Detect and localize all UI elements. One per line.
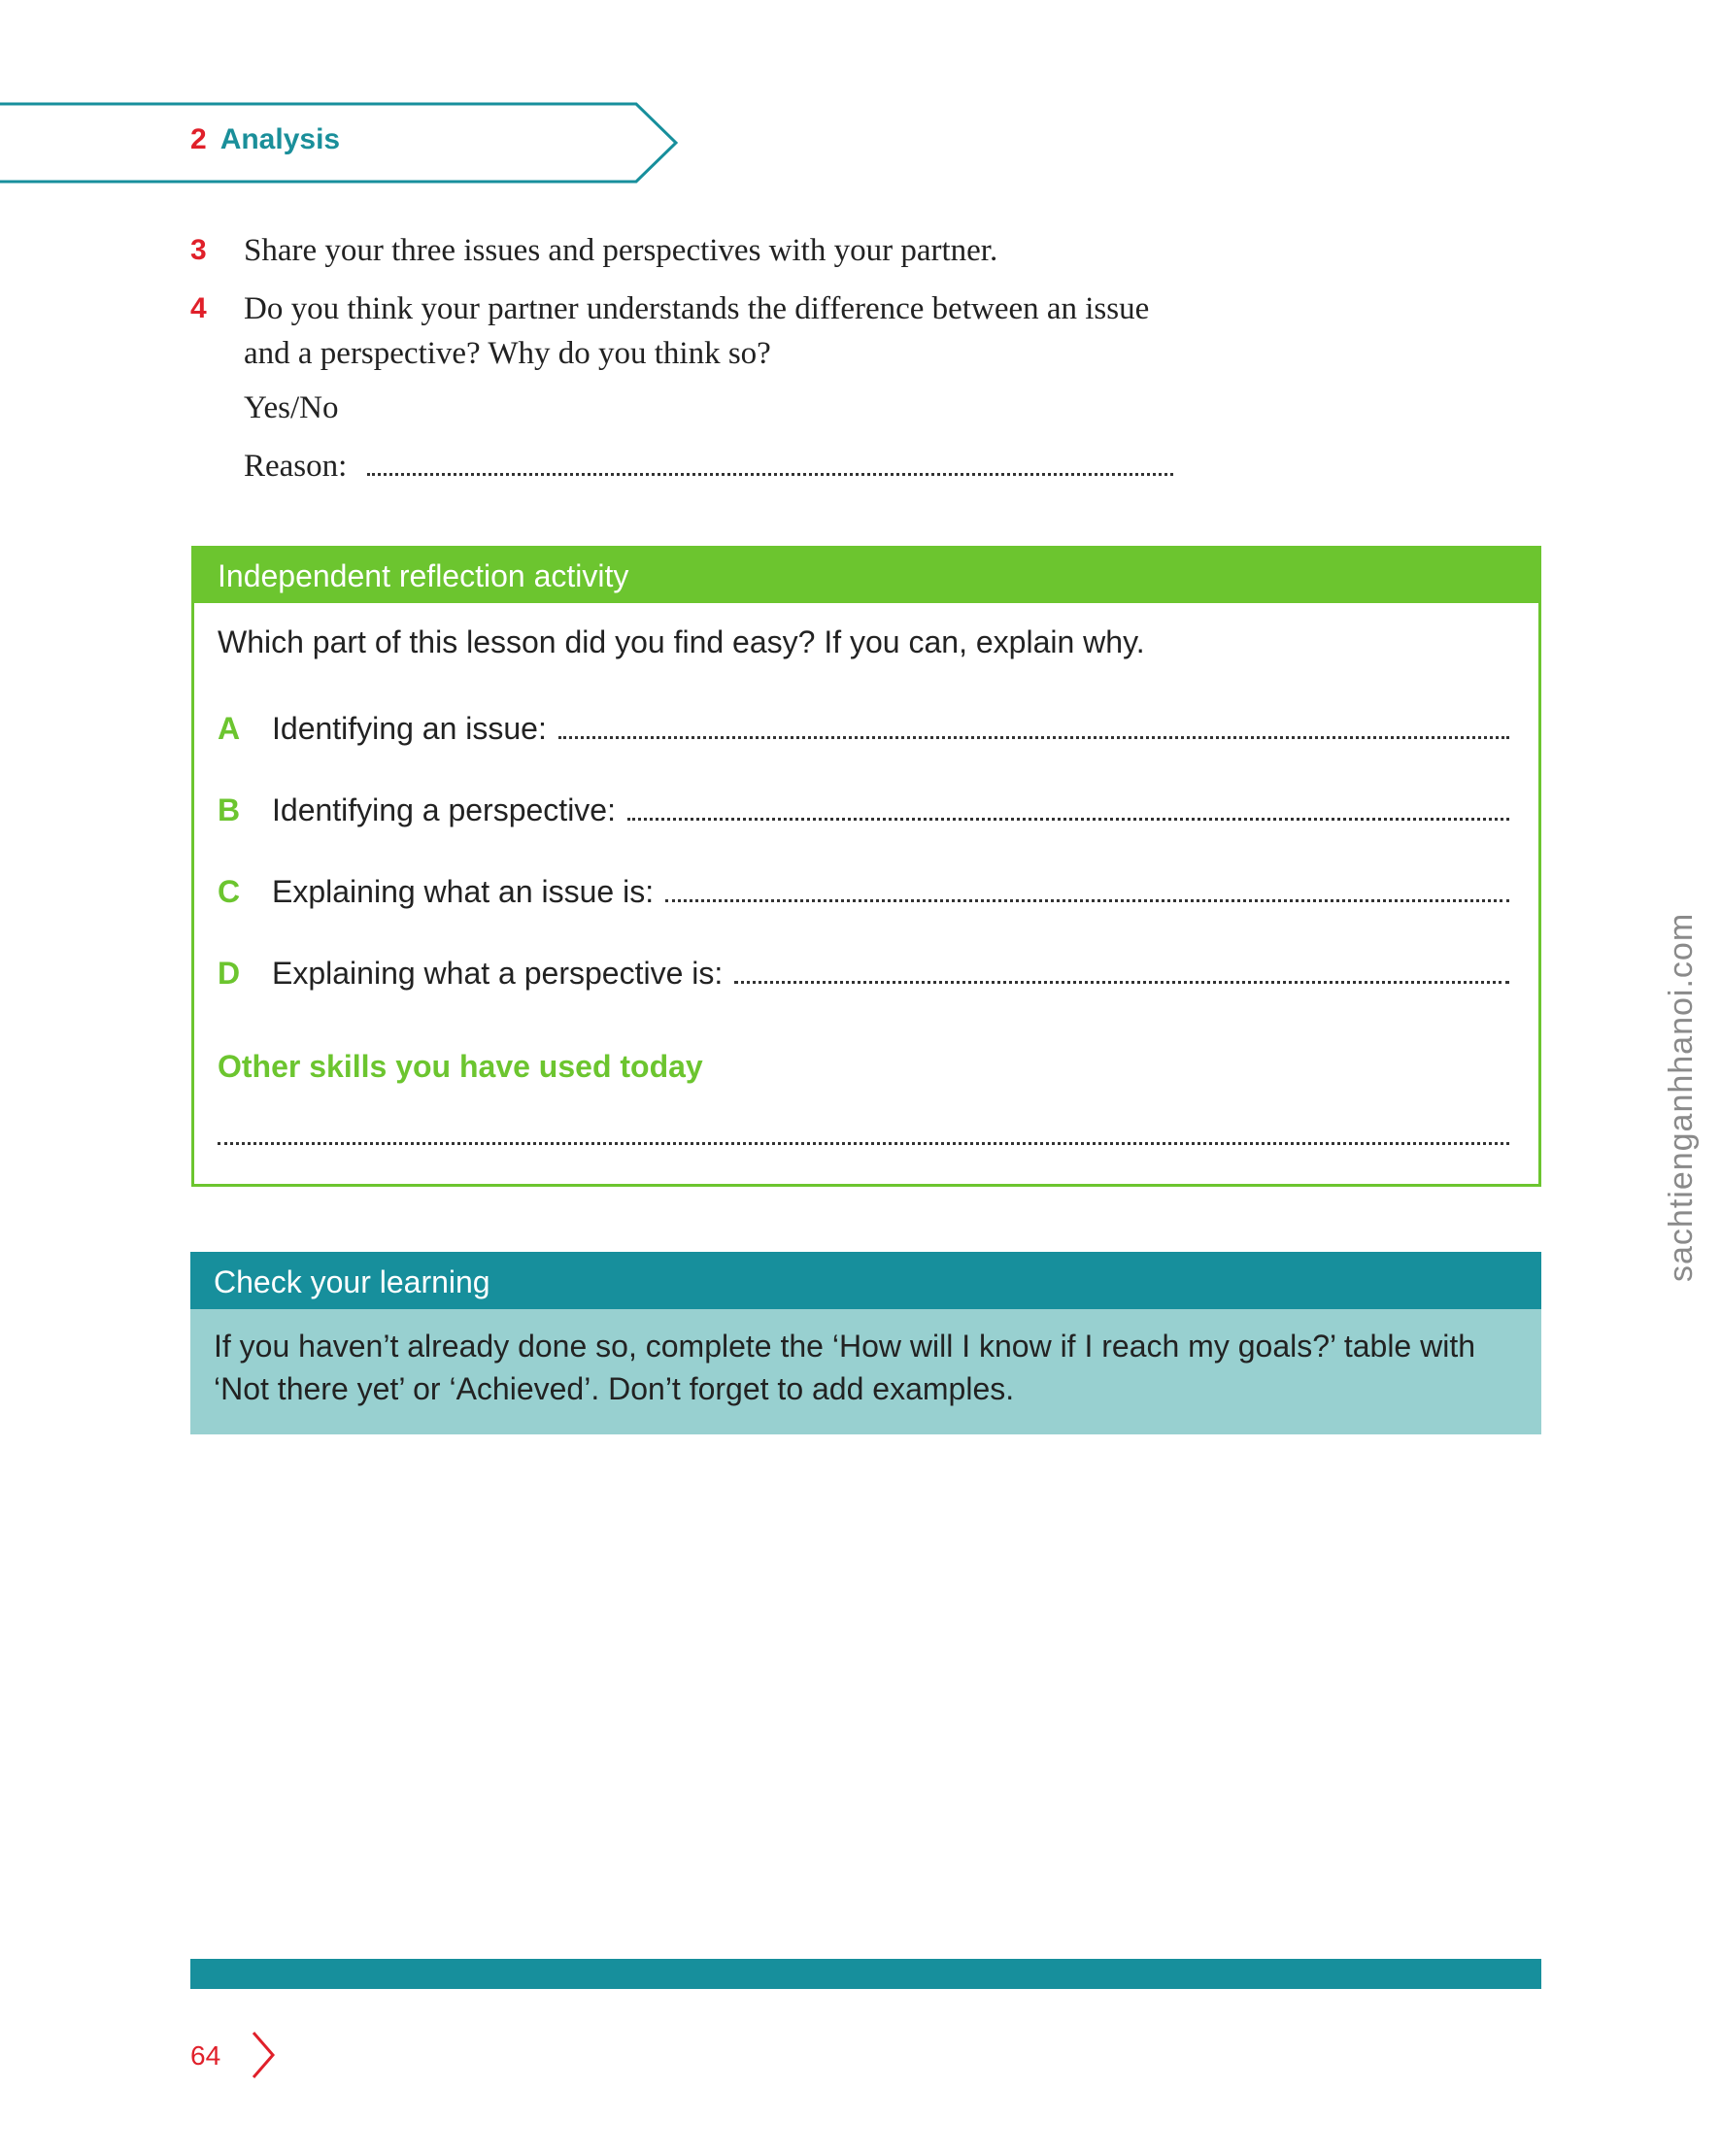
question-number: 4 [190, 292, 207, 324]
reflection-title: Independent reflection activity [194, 549, 1538, 603]
item-label: Identifying an issue: [272, 711, 547, 746]
footer-bar [190, 1959, 1541, 1989]
item-letter: D [218, 956, 241, 991]
item-fill-line[interactable] [734, 981, 1509, 984]
reason-label: Reason: [244, 449, 348, 484]
reflection-box [191, 546, 1541, 1187]
item-label: Identifying a perspective: [272, 792, 616, 827]
other-skills-heading: Other skills you have used today [218, 1049, 703, 1084]
reflection-prompt: Which part of this lesson did you find easy? If you can, explain why. [218, 624, 1145, 659]
page-number: 64 [190, 2040, 221, 2071]
reason-fill-line[interactable] [367, 473, 1173, 476]
item-label: Explaining what an issue is: [272, 874, 655, 909]
item-label: Explaining what a perspective is: [272, 956, 724, 991]
yes-no-answer: Yes/No [244, 390, 339, 425]
chapter-heading [190, 123, 340, 156]
item-fill-line[interactable] [627, 818, 1509, 821]
question-text: Do you think your partner understands the difference between an issue and a perspective? Why do you think so? [244, 291, 1150, 371]
question-text: Share your three issues and perspectives with your partner. [244, 233, 998, 268]
reflection-item-b[interactable] [218, 786, 1509, 828]
other-skills-fill-line[interactable] [218, 1142, 1509, 1145]
chapter-title: Analysis [219, 123, 341, 155]
item-letter: A [218, 711, 241, 746]
chapter-number: 2 [190, 123, 207, 155]
item-letter: C [218, 874, 241, 909]
check-learning-title: Check your learning [190, 1252, 1541, 1309]
chevron-right-icon [249, 2030, 278, 2080]
watermark: sachtienganhhanoi.com [1663, 912, 1700, 1282]
check-learning-box [190, 1252, 1541, 1434]
question-number: 3 [190, 234, 207, 266]
reflection-item-d[interactable] [218, 949, 1509, 992]
reason-answer[interactable] [244, 449, 1173, 485]
check-learning-body: If you haven’t already done so, complete the ‘How will I know if I reach my goals?’ table with ‘Not there yet’ or ‘Achieved’. Don’t forget to add examples. [190, 1309, 1541, 1434]
item-fill-line[interactable] [665, 899, 1509, 902]
reflection-item-a[interactable] [218, 704, 1509, 747]
reflection-item-c[interactable] [218, 867, 1509, 910]
item-letter: B [218, 792, 241, 827]
item-fill-line[interactable] [558, 736, 1509, 739]
